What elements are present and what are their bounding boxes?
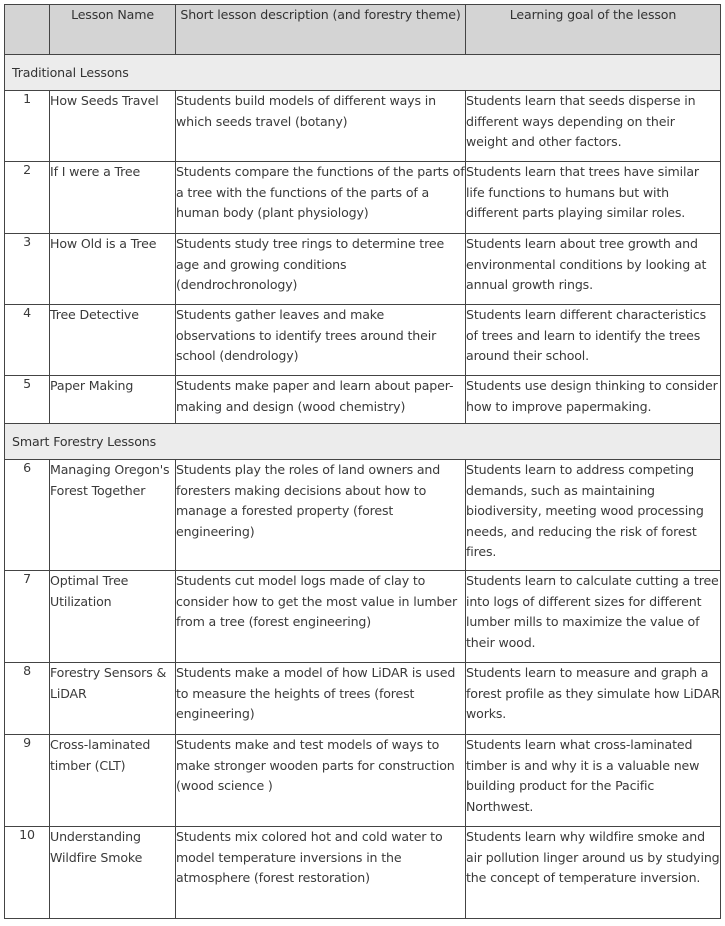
lesson-description: Students make and test models of ways to make stronger wooden parts for construction (wood science ) [176, 735, 466, 827]
table-row [5, 305, 721, 376]
table-row [5, 663, 721, 735]
lesson-description: Students cut model logs made of clay to consider how to get the most value in lumber from a tree (forest engineering) [176, 571, 466, 663]
lesson-number: 1 [5, 91, 50, 162]
header-lesson-name: Lesson Name [50, 5, 176, 55]
table-row [5, 735, 721, 827]
header-row [5, 5, 721, 55]
header-number [5, 5, 50, 55]
lesson-name: How Old is a Tree [50, 234, 176, 305]
lesson-goal: Students use design thinking to consider how to improve papermaking. [466, 376, 721, 424]
lesson-number: 3 [5, 234, 50, 305]
lesson-name: If I were a Tree [50, 162, 176, 234]
lesson-name: Understanding Wildfire Smoke [50, 827, 176, 919]
lesson-description: Students gather leaves and make observations to identify trees around their school (dendrology) [176, 305, 466, 376]
lesson-goal: Students learn to measure and graph a forest profile as they simulate how LiDAR works. [466, 663, 721, 735]
table-row [5, 376, 721, 424]
lesson-description: Students compare the functions of the parts of a tree with the functions of the parts of a human body (plant physiology) [176, 162, 466, 234]
lesson-goal: Students learn what cross-laminated timber is and why it is a valuable new building product for the Pacific Northwest. [466, 735, 721, 827]
lesson-name: Paper Making [50, 376, 176, 424]
lesson-number: 10 [5, 827, 50, 919]
table-row [5, 234, 721, 305]
lesson-description: Students play the roles of land owners and foresters making decisions about how to manage a forested property (forest engineering) [176, 460, 466, 571]
lesson-number: 4 [5, 305, 50, 376]
header-description: Short lesson description (and forestry theme) [176, 5, 466, 55]
lesson-goal: Students learn that trees have similar life functions to humans but with different parts playing similar roles. [466, 162, 721, 234]
lesson-description: Students make a model of how LiDAR is used to measure the heights of trees (forest engineering) [176, 663, 466, 735]
lesson-name: Tree Detective [50, 305, 176, 376]
table-row [5, 827, 721, 919]
lesson-goal: Students learn that seeds disperse in different ways depending on their weight and other factors. [466, 91, 721, 162]
lesson-goal: Students learn about tree growth and environmental conditions by looking at annual growth rings. [466, 234, 721, 305]
section-traditional-lessons [5, 55, 721, 91]
table-row [5, 91, 721, 162]
lesson-number: 6 [5, 460, 50, 571]
lesson-number: 8 [5, 663, 50, 735]
lesson-name: Forestry Sensors & LiDAR [50, 663, 176, 735]
lesson-name: Cross-laminated timber (CLT) [50, 735, 176, 827]
lesson-number: 2 [5, 162, 50, 234]
lessons-table [4, 4, 721, 919]
lesson-goal: Students learn to calculate cutting a tree into logs of different sizes for different lumber mills to maximize the value of their wood. [466, 571, 721, 663]
lesson-goal: Students learn different characteristics of trees and learn to identify the trees around their school. [466, 305, 721, 376]
lesson-description: Students study tree rings to determine tree age and growing conditions (dendrochronology) [176, 234, 466, 305]
section-title: Smart Forestry Lessons [5, 424, 721, 460]
lesson-description: Students mix colored hot and cold water to model temperature inversions in the atmosphere (forest restoration) [176, 827, 466, 919]
header-learning-goal: Learning goal of the lesson [466, 5, 721, 55]
lesson-number: 5 [5, 376, 50, 424]
lesson-description: Students make paper and learn about paper-making and design (wood chemistry) [176, 376, 466, 424]
lesson-name: How Seeds Travel [50, 91, 176, 162]
lesson-name: Managing Oregon's Forest Together [50, 460, 176, 571]
section-title: Traditional Lessons [5, 55, 721, 91]
lesson-number: 7 [5, 571, 50, 663]
section-smart-forestry-lessons [5, 424, 721, 460]
table-row [5, 460, 721, 571]
lesson-goal: Students learn why wildfire smoke and air pollution linger around us by studying the concept of temperature inversion. [466, 827, 721, 919]
table-row [5, 162, 721, 234]
lesson-description: Students build models of different ways in which seeds travel (botany) [176, 91, 466, 162]
lesson-name: Optimal Tree Utilization [50, 571, 176, 663]
lesson-number: 9 [5, 735, 50, 827]
table-row [5, 571, 721, 663]
lesson-goal: Students learn to address competing demands, such as maintaining biodiversity, meeting wood processing needs, and reducing the risk of forest fires. [466, 460, 721, 571]
